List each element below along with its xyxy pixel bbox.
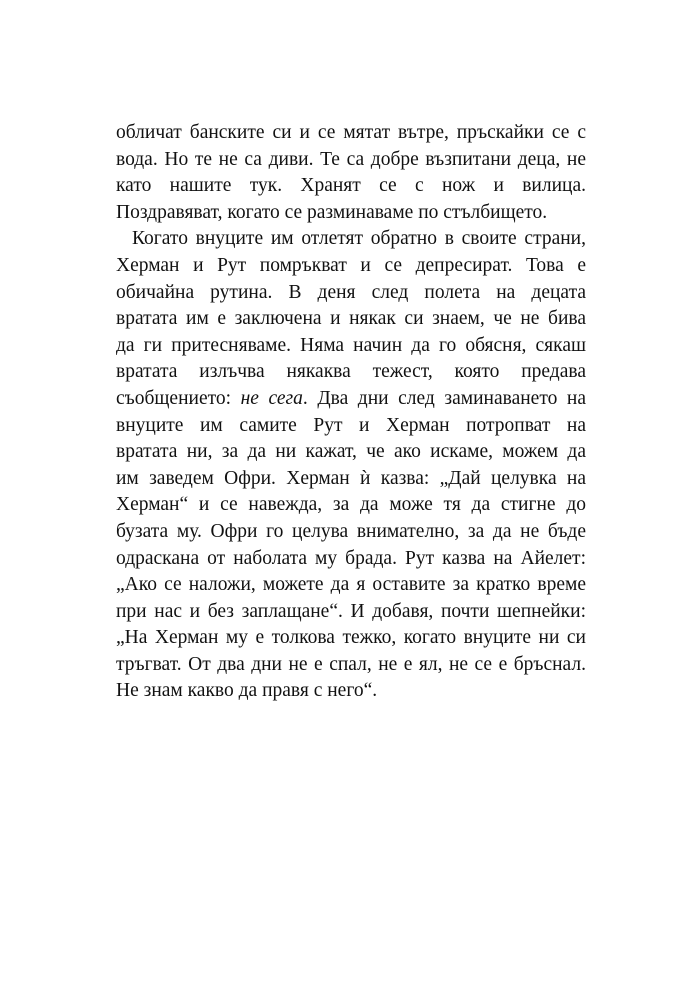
text-line: одраскана от наболата му брада. Рут казва на Айелет: [116,547,586,569]
body-text [116,120,586,705]
text-line: „Ако се наложи, можете да я оставите за кратко време [116,574,586,596]
text-segment: съобщението: [116,387,241,409]
text-line: Херман“ и се навежда, за да може тя да стигне до [116,494,586,516]
paragraph-1 [116,120,586,226]
text-line: като нашите тук. Хранят се с нож и вилица. [116,175,586,197]
text-line: бузата му. Офри го целува внимателно, за да не бъде [116,520,586,542]
text-line: вратата ни, за да ни кажат, че ако искаме, можем да [116,441,586,463]
text-line: да ги притесняваме. Няма начин да го обясня, сякаш [116,334,586,356]
text-line: им заведем Офри. Херман ѝ казва: „Дай целувка на [116,467,586,489]
emphasized-phrase: не сега [240,387,303,409]
text-line: при нас и без заплащане“. И добавя, почти шепнейки: [116,600,586,622]
text-line: обличат банските си и се мятат вътре, пръскайки се с [116,122,586,143]
text-line: Поздравяват, когато се разминаваме по стълбището. [116,201,548,223]
paragraph-2 [116,226,586,705]
text-line: вратата им е заключена и някак си знаем, че не бива [116,308,586,330]
text-line: вратата излъчва някаква тежест, която предава [116,361,586,383]
text-line: Херман и Рут помръкват и се депресират. Това е [116,254,586,276]
text-line: вода. Но те не са диви. Те са добре възпитани деца, не [116,148,586,170]
text-line: „На Херман му е толкова тежко, когато внуците ни си [116,627,586,649]
text-line: Когато внуците им отлетят обратно в своите страни, [132,228,586,250]
text-line: обичайна рутина. В деня след полета на децата [116,281,586,303]
text-line: тръгват. От два дни не е спал, не е ял, не се е бръснал. [116,653,586,675]
text-line: внуците им самите Рут и Херман потропват на [116,414,586,436]
text-line-with-emphasis [116,386,586,413]
text-line: Не знам какво да правя с него“. [116,680,378,702]
text-segment: . Два дни след заминаването на [302,387,586,409]
